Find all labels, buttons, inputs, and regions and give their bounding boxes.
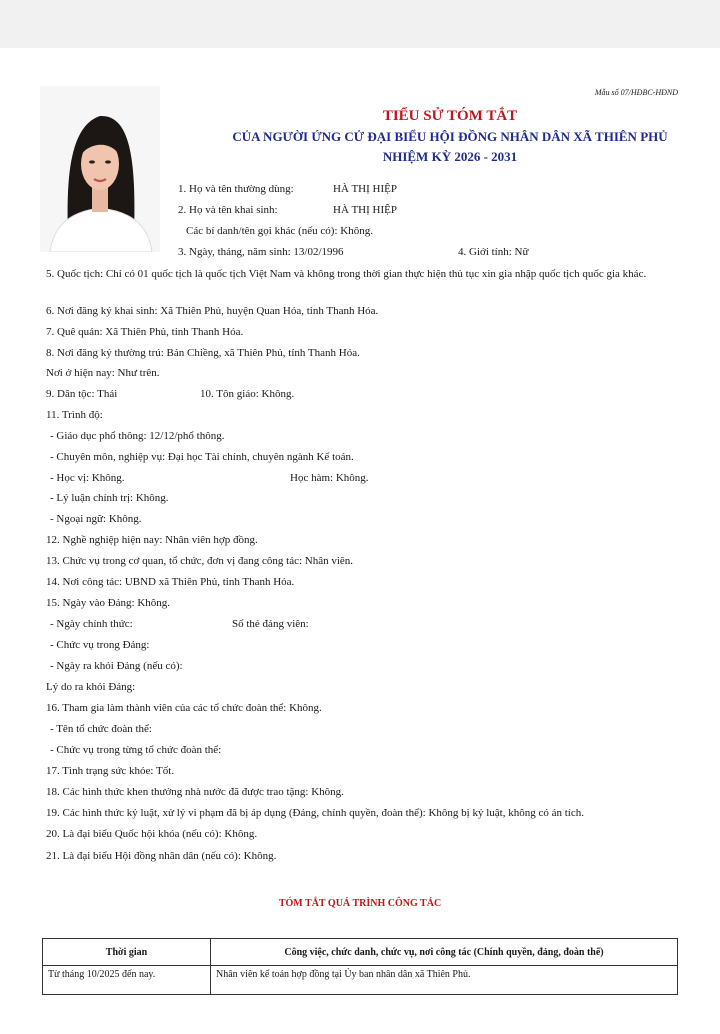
bio-line: - Chuyên môn, nghiệp vụ: Đại học Tài chính, chuyên ngành Kế toán. bbox=[50, 451, 354, 463]
bio-line: 16. Tham gia làm thành viên của các tổ chức đoàn thể: Không. bbox=[46, 702, 322, 714]
bio-line: 7. Quê quán: Xã Thiên Phủ, tỉnh Thanh Hóa. bbox=[46, 326, 244, 338]
bio-line: 14. Nơi công tác: UBND xã Thiên Phủ, tỉnh Thanh Hóa. bbox=[46, 576, 295, 588]
cell-work: Nhân viên kế toán hợp đồng tại Ủy ban nhân dân xã Thiên Phủ. bbox=[211, 966, 678, 995]
common-name-label: 1. Họ và tên thường dùng: bbox=[178, 183, 294, 195]
bio-line: - Giáo dục phổ thông: 12/12/phổ thông. bbox=[50, 430, 225, 442]
candidate-photo bbox=[40, 86, 160, 252]
academic-rank: Học hàm: Không. bbox=[290, 472, 369, 484]
bio-line: - Chức vụ trong từng tổ chức đoàn thể: bbox=[50, 744, 222, 756]
nationality: 5. Quốc tịch: Chỉ có 01 quốc tịch là quốc tịch Việt Nam và không trong thời gian thực hiện thủ tục xin gia nhập quốc tịch quốc gia khác. bbox=[46, 268, 647, 280]
alias: Các bí danh/tên gọi khác (nếu có): Không. bbox=[186, 225, 373, 237]
party-card-number: Số thẻ đảng viên: bbox=[232, 618, 309, 630]
bio-line: 15. Ngày vào Đảng: Không. bbox=[46, 597, 171, 609]
document-title: TIỂU SỬ TÓM TẮT bbox=[382, 108, 518, 124]
birth-name-label: 2. Họ và tên khai sinh: bbox=[178, 204, 278, 216]
common-name-value: HÀ THỊ HIỆP bbox=[333, 183, 397, 195]
bio-line: 9. Dân tộc: Thái bbox=[46, 388, 118, 400]
bio-line: Nơi ở hiện nay: Như trên. bbox=[46, 367, 160, 379]
bio-line: - Lý luận chính trị: Không. bbox=[50, 492, 169, 504]
header-work: Công việc, chức danh, chức vụ, nơi công tác (Chính quyền, đảng, đoàn thể) bbox=[211, 939, 678, 966]
cell-time: Từ tháng 10/2025 đến nay. bbox=[43, 966, 211, 995]
table-header-row bbox=[43, 939, 678, 966]
bio-line: 11. Trình độ: bbox=[46, 409, 103, 421]
bio-line: - Ngày chính thức: bbox=[50, 618, 133, 630]
form-number: Mẫu số 07/HĐBC-HĐND bbox=[594, 88, 678, 97]
header-time: Thời gian bbox=[43, 939, 211, 966]
bio-line: 21. Là đại biểu Hội đồng nhân dân (nếu có): Không. bbox=[46, 850, 277, 862]
bio-line: 6. Nơi đăng ký khai sinh: Xã Thiên Phủ, huyện Quan Hóa, tỉnh Thanh Hóa. bbox=[46, 305, 379, 317]
birth-name-value: HÀ THỊ HIỆP bbox=[333, 204, 397, 216]
bio-line: - Học vị: Không. bbox=[50, 472, 125, 484]
bio-line: 19. Các hình thức kỷ luật, xử lý vi phạm đã bị áp dụng (Đảng, chính quyền, đoàn thể): Không bị kỷ luật, không có án tích. bbox=[46, 807, 584, 819]
date-of-birth: 3. Ngày, tháng, năm sinh: 13/02/1996 bbox=[178, 246, 344, 258]
bio-line: - Chức vụ trong Đảng: bbox=[50, 639, 150, 651]
bio-line: - Tên tổ chức đoàn thể: bbox=[50, 723, 152, 735]
viewer-top-bar bbox=[0, 0, 720, 48]
bio-line: 12. Nghề nghiệp hiện nay: Nhân viên hợp đồng. bbox=[46, 534, 258, 546]
bio-line: Lý do ra khỏi Đảng: bbox=[46, 681, 136, 693]
bio-line: 20. Là đại biểu Quốc hội khóa (nếu có): Không. bbox=[46, 828, 258, 840]
work-history-title: TÓM TẮT QUÁ TRÌNH CÔNG TÁC bbox=[278, 898, 442, 909]
document-subtitle: CỦA NGƯỜI ỨNG CỬ ĐẠI BIỂU HỘI ĐỒNG NHÂN DÂN XÃ THIÊN PHỦ bbox=[232, 129, 668, 144]
bio-line: - Ngày ra khỏi Đảng (nếu có): bbox=[50, 660, 183, 672]
bio-line: 18. Các hình thức khen thưởng nhà nước đã được trao tặng: Không. bbox=[46, 786, 344, 798]
term-subtitle: NHIỆM KỲ 2026 - 2031 bbox=[382, 149, 518, 164]
bio-line: 17. Tình trạng sức khỏe: Tốt. bbox=[46, 765, 175, 777]
bio-line: 13. Chức vụ trong cơ quan, tổ chức, đơn vị đang công tác: Nhân viên. bbox=[46, 555, 354, 567]
gender: 4. Giới tính: Nữ bbox=[458, 246, 529, 258]
bio-line: 8. Nơi đăng ký thường trú: Bản Chiềng, xã Thiên Phủ, tỉnh Thanh Hóa. bbox=[46, 347, 360, 359]
table-row bbox=[43, 966, 678, 995]
bio-line: - Ngoại ngữ: Không. bbox=[50, 513, 142, 525]
work-history-table bbox=[42, 938, 678, 995]
religion: 10. Tôn giáo: Không. bbox=[200, 388, 295, 400]
